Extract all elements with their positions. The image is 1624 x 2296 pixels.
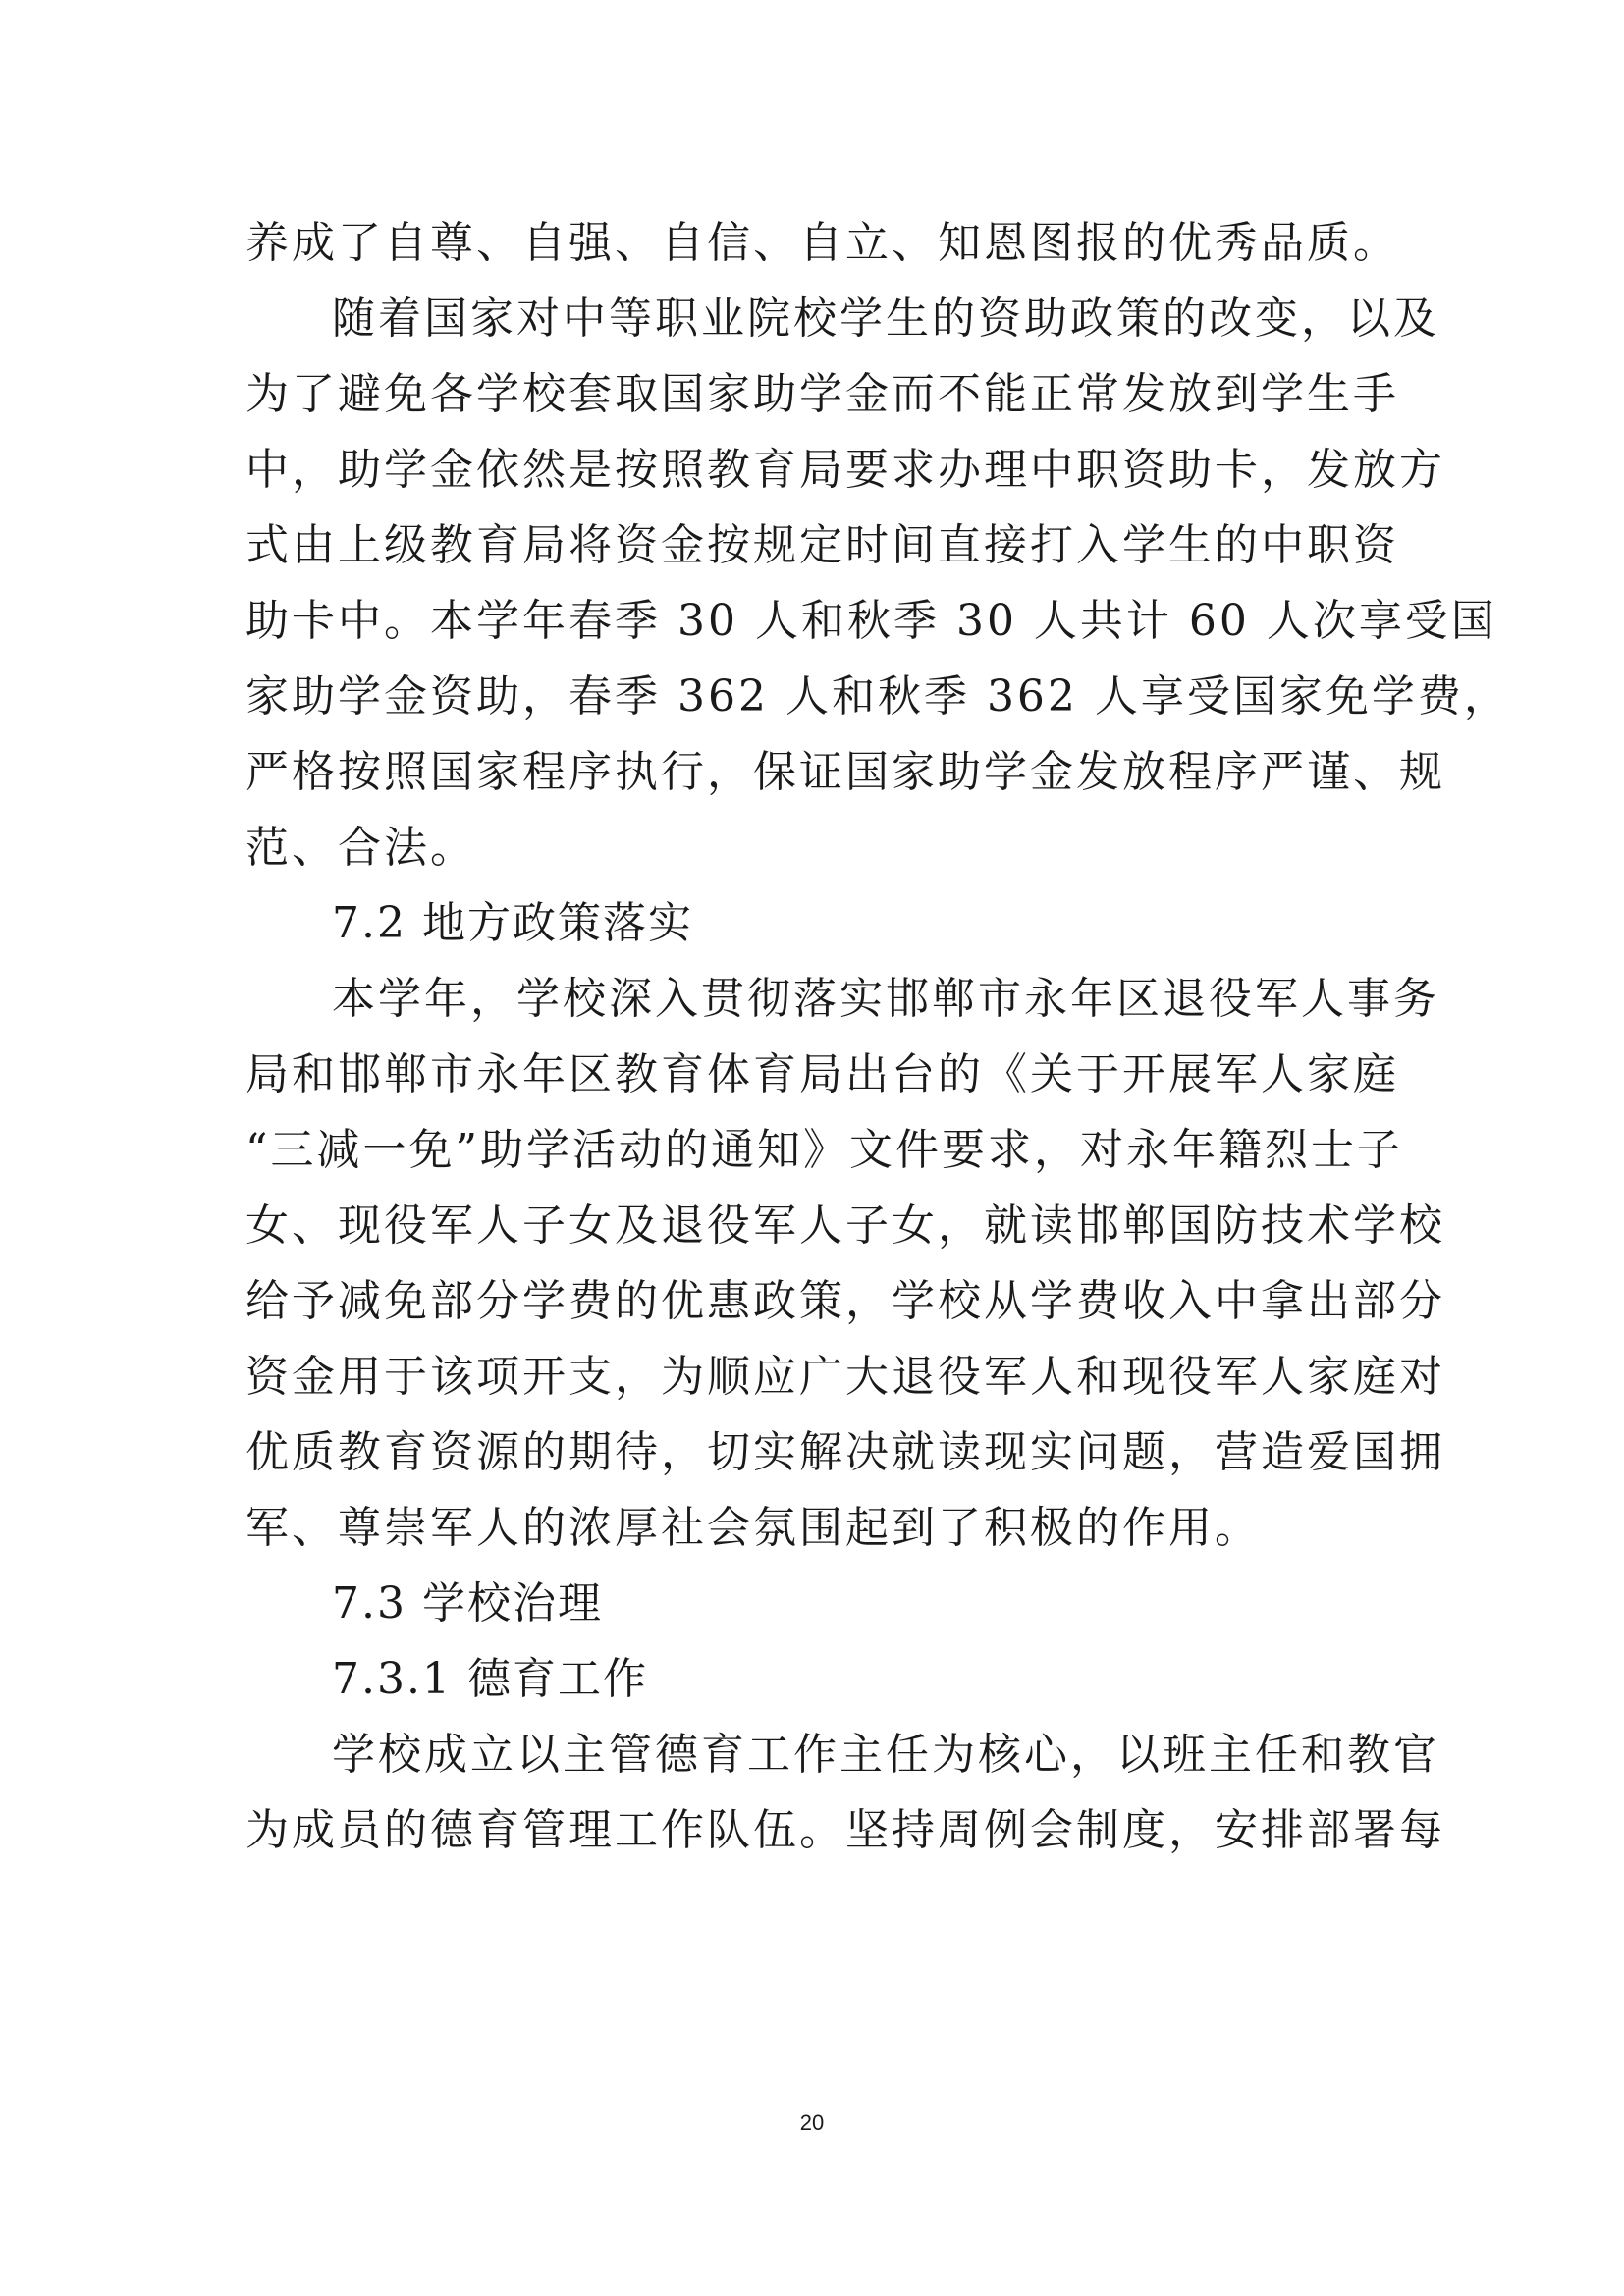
text-line: 养成了自尊、自强、自信、自立、知恩图报的优秀品质。 — [245, 218, 1399, 268]
text-line: 范、合法。 — [245, 823, 476, 873]
text-line: 家助学金资助，春季 362 人和秋季 362 人享受国家免学费， — [245, 671, 1510, 721]
paragraph-first-line: 学校成立以主管德育工作主任为核心，以班主任和教官 — [332, 1730, 1439, 1780]
paragraph-first-line: 随着国家对中等职业院校学生的资助政策的改变，以及 — [332, 294, 1439, 344]
text-line: 给予减免部分学费的优惠政策，学校从学费收入中拿出部分 — [245, 1276, 1445, 1326]
text-line: 局和邯郸市永年区教育体育局出台的《关于开展军人家庭 — [245, 1049, 1399, 1099]
subsection-heading-7-3-1: 7.3.1 德育工作 — [332, 1654, 648, 1704]
text-line: 军、尊崇军人的浓厚社会氛围起到了积极的作用。 — [245, 1503, 1261, 1553]
text-line: 资金用于该项开支，为顺应广大退役军人和现役军人家庭对 — [245, 1352, 1445, 1402]
text-line: 为了避免各学校套取国家助学金而不能正常发放到学生手 — [245, 369, 1399, 419]
text-line: 助卡中。本学年春季 30 人和秋季 30 人共计 60 人次享受国 — [245, 596, 1497, 646]
text-line: 女、现役军人子女及退役军人子女，就读邯郸国防技术学校 — [245, 1201, 1445, 1251]
text-line: 式由上级教育局将资金按规定时间直接打入学生的中职资 — [245, 520, 1399, 570]
text-line: 中，助学金依然是按照教育局要求办理中职资助卡，发放方 — [245, 445, 1445, 495]
paragraph-first-line: 本学年，学校深入贯彻落实邯郸市永年区退役军人事务 — [332, 974, 1439, 1024]
page-number: 20 — [799, 2110, 825, 2135]
text-line: 优质教育资源的期待，切实解决就读现实问题，营造爱国拥 — [245, 1427, 1445, 1477]
section-heading-7-3: 7.3 学校治理 — [332, 1578, 603, 1629]
text-line: 严格按照国家程序执行，保证国家助学金发放程序严谨、规 — [245, 747, 1445, 797]
section-heading-7-2: 7.2 地方政策落实 — [332, 898, 693, 948]
text-line: “三减一免”助学活动的通知》文件要求，对永年籍烈士子 — [245, 1125, 1403, 1175]
text-line: 为成员的德育管理工作队伍。坚持周例会制度，安排部署每 — [245, 1805, 1445, 1855]
